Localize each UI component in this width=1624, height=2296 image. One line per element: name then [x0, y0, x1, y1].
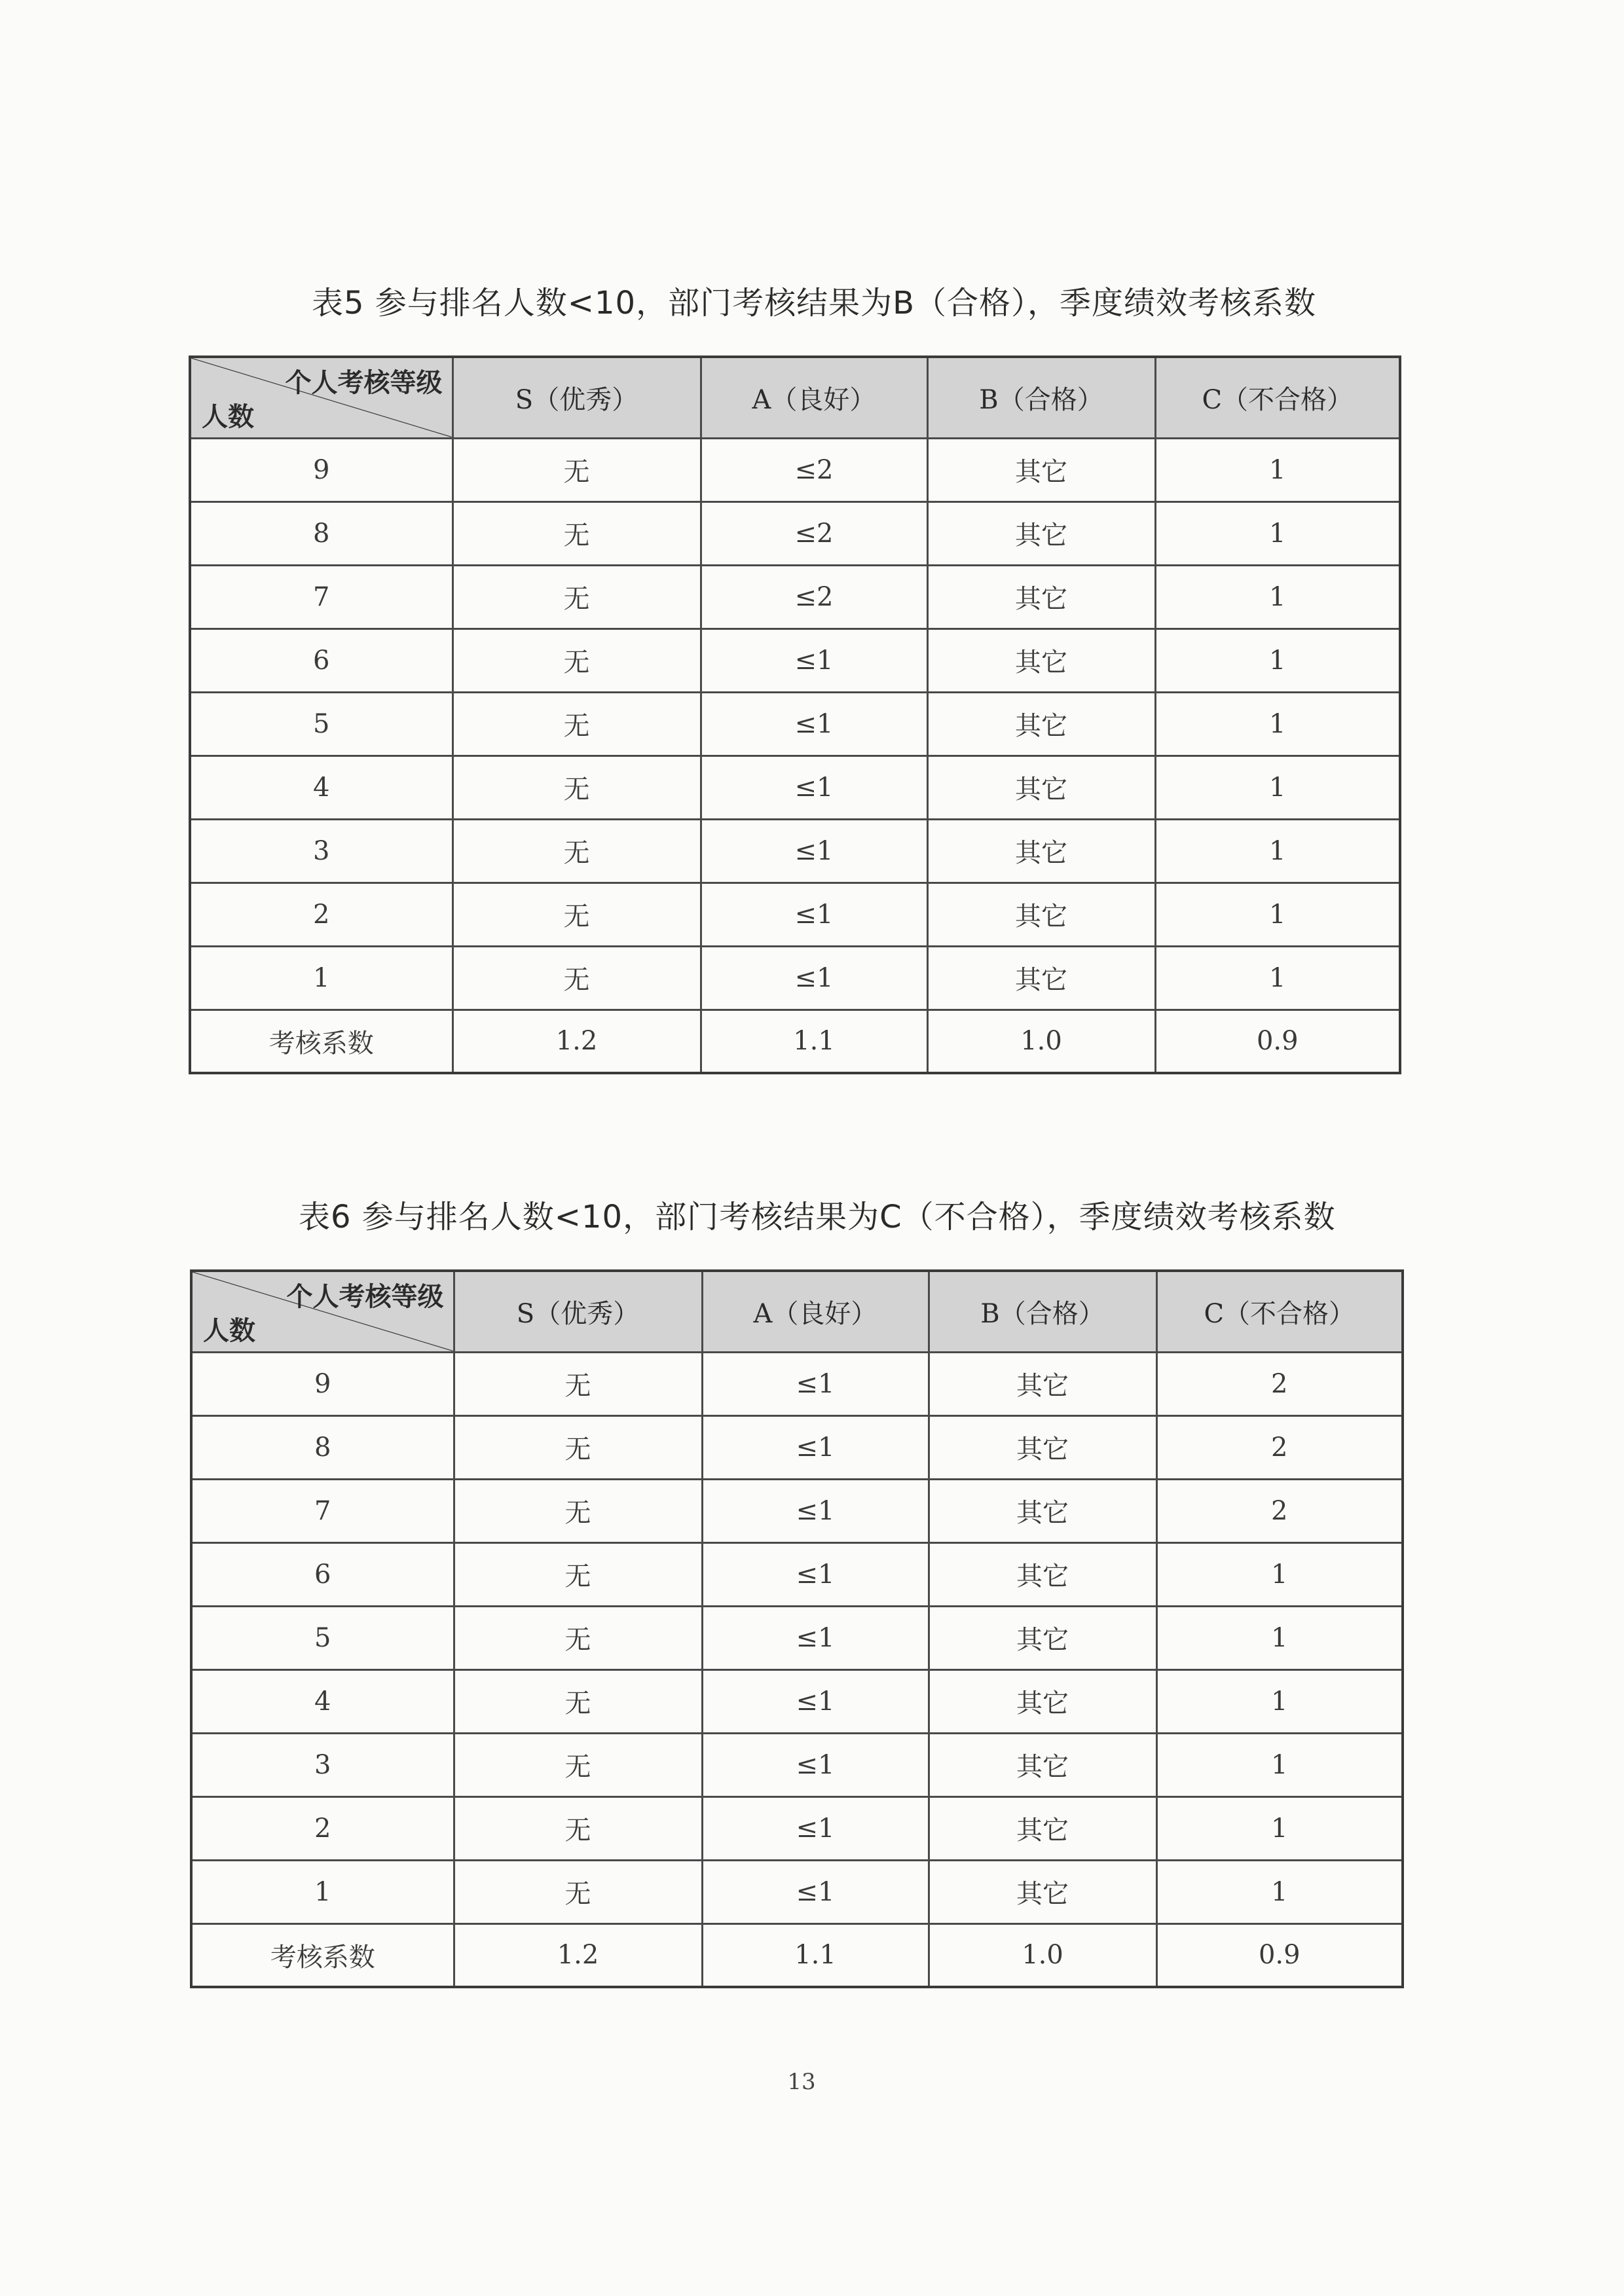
row-count-cell: 8: [191, 1415, 454, 1479]
column-header-s: S（优秀）: [454, 1271, 702, 1352]
grade-b-cell: 其它: [929, 1479, 1156, 1542]
grade-s-cell: 无: [454, 1352, 702, 1415]
coefficient-row: [190, 1010, 1400, 1073]
coefficient-value-cell: 1.0: [929, 1923, 1156, 1987]
table-row: [191, 1542, 1403, 1606]
grade-b-cell: 其它: [929, 1860, 1156, 1923]
grade-c-cell: 2: [1156, 1352, 1403, 1415]
column-header-b: B（合格）: [929, 1271, 1156, 1352]
coefficient-label-cell: 考核系数: [190, 1010, 452, 1073]
diagonal-header-top-label: 个人考核等级: [286, 1282, 444, 1312]
grade-c-cell: 1: [1156, 1796, 1403, 1860]
grade-a-cell: ≤1: [702, 1860, 929, 1923]
table-row: [190, 692, 1400, 756]
grade-s-cell: 无: [452, 819, 701, 883]
diagonal-header-cell: [190, 357, 452, 438]
grade-s-cell: 无: [452, 692, 701, 756]
grade-a-cell: ≤1: [702, 1606, 929, 1669]
coefficient-row: [191, 1923, 1403, 1987]
column-header-a: A（良好）: [701, 357, 927, 438]
table-row: [191, 1860, 1403, 1923]
grade-a-cell: ≤1: [702, 1415, 929, 1479]
grade-c-cell: 1: [1155, 692, 1400, 756]
table-6: [190, 1269, 1404, 1988]
grade-a-cell: ≤1: [702, 1352, 929, 1415]
grade-a-cell: ≤1: [702, 1733, 929, 1796]
table-5: [189, 355, 1401, 1074]
grade-s-cell: 无: [452, 946, 701, 1010]
grade-c-cell: 1: [1156, 1542, 1403, 1606]
row-count-cell: 7: [191, 1479, 454, 1542]
grade-c-cell: 1: [1155, 883, 1400, 946]
table-row: [190, 438, 1400, 501]
table-row: [191, 1733, 1403, 1796]
table-row: [190, 819, 1400, 883]
column-header-a: A（良好）: [702, 1271, 929, 1352]
table-row: [191, 1669, 1403, 1733]
table-row: [190, 565, 1400, 629]
grade-b-cell: 其它: [929, 1352, 1156, 1415]
table-header-row: [191, 1271, 1403, 1352]
grade-b-cell: 其它: [927, 629, 1155, 692]
grade-s-cell: 无: [452, 501, 701, 565]
table-row: [191, 1352, 1403, 1415]
coefficient-value-cell: 1.1: [701, 1010, 927, 1073]
table-row: [190, 501, 1400, 565]
row-count-cell: 5: [190, 692, 452, 756]
grade-a-cell: ≤1: [701, 883, 927, 946]
grade-a-cell: ≤2: [701, 438, 927, 501]
column-header-c: C（不合格）: [1156, 1271, 1403, 1352]
grade-s-cell: 无: [452, 883, 701, 946]
grade-a-cell: ≤2: [701, 565, 927, 629]
column-header-s: S（优秀）: [452, 357, 701, 438]
grade-s-cell: 无: [452, 756, 701, 819]
grade-b-cell: 其它: [927, 692, 1155, 756]
column-header-c: C（不合格）: [1155, 357, 1400, 438]
grade-c-cell: 2: [1156, 1415, 1403, 1479]
row-count-cell: 3: [190, 819, 452, 883]
diagonal-header-top-label: 个人考核等级: [285, 368, 443, 398]
row-count-cell: 9: [191, 1352, 454, 1415]
table-6-title: 表6 参与排名人数<10，部门考核结果为C（不合格），季度绩效考核系数: [299, 1199, 1336, 1235]
grade-c-cell: 1: [1155, 629, 1400, 692]
row-count-cell: 2: [190, 883, 452, 946]
grade-s-cell: 无: [454, 1669, 702, 1733]
row-count-cell: 2: [191, 1796, 454, 1860]
grade-c-cell: 1: [1156, 1733, 1403, 1796]
row-count-cell: 8: [190, 501, 452, 565]
coefficient-value-cell: 1.2: [454, 1923, 702, 1987]
row-count-cell: 6: [191, 1542, 454, 1606]
grade-c-cell: 1: [1155, 756, 1400, 819]
grade-c-cell: 1: [1155, 501, 1400, 565]
grade-c-cell: 1: [1155, 819, 1400, 883]
row-count-cell: 7: [190, 565, 452, 629]
column-header-b: B（合格）: [927, 357, 1155, 438]
grade-b-cell: 其它: [927, 756, 1155, 819]
grade-c-cell: 1: [1155, 438, 1400, 501]
grade-a-cell: ≤1: [701, 819, 927, 883]
grade-c-cell: 1: [1155, 565, 1400, 629]
table-row: [191, 1606, 1403, 1669]
coefficient-value-cell: 0.9: [1156, 1923, 1403, 1987]
coefficient-value-cell: 0.9: [1155, 1010, 1400, 1073]
grade-b-cell: 其它: [929, 1796, 1156, 1860]
diagonal-header-bottom-label: 人数: [202, 401, 254, 432]
grade-s-cell: 无: [454, 1860, 702, 1923]
table-row: [190, 756, 1400, 819]
grade-s-cell: 无: [454, 1479, 702, 1542]
grade-b-cell: 其它: [927, 883, 1155, 946]
coefficient-value-cell: 1.0: [927, 1010, 1155, 1073]
grade-b-cell: 其它: [929, 1606, 1156, 1669]
grade-a-cell: ≤1: [701, 629, 927, 692]
grade-c-cell: 1: [1156, 1860, 1403, 1923]
grade-c-cell: 1: [1156, 1669, 1403, 1733]
grade-s-cell: 无: [454, 1542, 702, 1606]
table-row: [190, 629, 1400, 692]
coefficient-label-cell: 考核系数: [191, 1923, 454, 1987]
row-count-cell: 3: [191, 1733, 454, 1796]
grade-a-cell: ≤1: [702, 1479, 929, 1542]
table-row: [191, 1796, 1403, 1860]
row-count-cell: 9: [190, 438, 452, 501]
grade-a-cell: ≤1: [701, 692, 927, 756]
grade-a-cell: ≤1: [701, 756, 927, 819]
row-count-cell: 4: [190, 756, 452, 819]
row-count-cell: 4: [191, 1669, 454, 1733]
grade-s-cell: 无: [452, 565, 701, 629]
grade-s-cell: 无: [452, 629, 701, 692]
grade-b-cell: 其它: [927, 438, 1155, 501]
row-count-cell: 5: [191, 1606, 454, 1669]
table-row: [191, 1415, 1403, 1479]
grade-b-cell: 其它: [929, 1415, 1156, 1479]
table-row: [190, 946, 1400, 1010]
grade-b-cell: 其它: [927, 565, 1155, 629]
table-header-row: [190, 357, 1400, 438]
grade-s-cell: 无: [452, 438, 701, 501]
grade-a-cell: ≤1: [702, 1669, 929, 1733]
diagonal-header-cell: [191, 1271, 454, 1352]
grade-b-cell: 其它: [927, 946, 1155, 1010]
grade-c-cell: 1: [1156, 1606, 1403, 1669]
grade-a-cell: ≤2: [701, 501, 927, 565]
grade-a-cell: ≤1: [702, 1542, 929, 1606]
grade-b-cell: 其它: [929, 1733, 1156, 1796]
grade-s-cell: 无: [454, 1796, 702, 1860]
table-row: [191, 1479, 1403, 1542]
grade-c-cell: 2: [1156, 1479, 1403, 1542]
coefficient-value-cell: 1.1: [702, 1923, 929, 1987]
grade-b-cell: 其它: [927, 819, 1155, 883]
table-5-title: 表5 参与排名人数<10，部门考核结果为B（合格），季度绩效考核系数: [312, 285, 1317, 321]
coefficient-value-cell: 1.2: [452, 1010, 701, 1073]
row-count-cell: 1: [191, 1860, 454, 1923]
grade-b-cell: 其它: [927, 501, 1155, 565]
grade-a-cell: ≤1: [701, 946, 927, 1010]
grade-s-cell: 无: [454, 1415, 702, 1479]
grade-b-cell: 其它: [929, 1542, 1156, 1606]
grade-a-cell: ≤1: [702, 1796, 929, 1860]
grade-c-cell: 1: [1155, 946, 1400, 1010]
row-count-cell: 6: [190, 629, 452, 692]
diagonal-header-bottom-label: 人数: [203, 1315, 255, 1346]
row-count-cell: 1: [190, 946, 452, 1010]
grade-s-cell: 无: [454, 1606, 702, 1669]
grade-b-cell: 其它: [929, 1669, 1156, 1733]
grade-s-cell: 无: [454, 1733, 702, 1796]
table-row: [190, 883, 1400, 946]
page-number: 13: [787, 2069, 816, 2095]
